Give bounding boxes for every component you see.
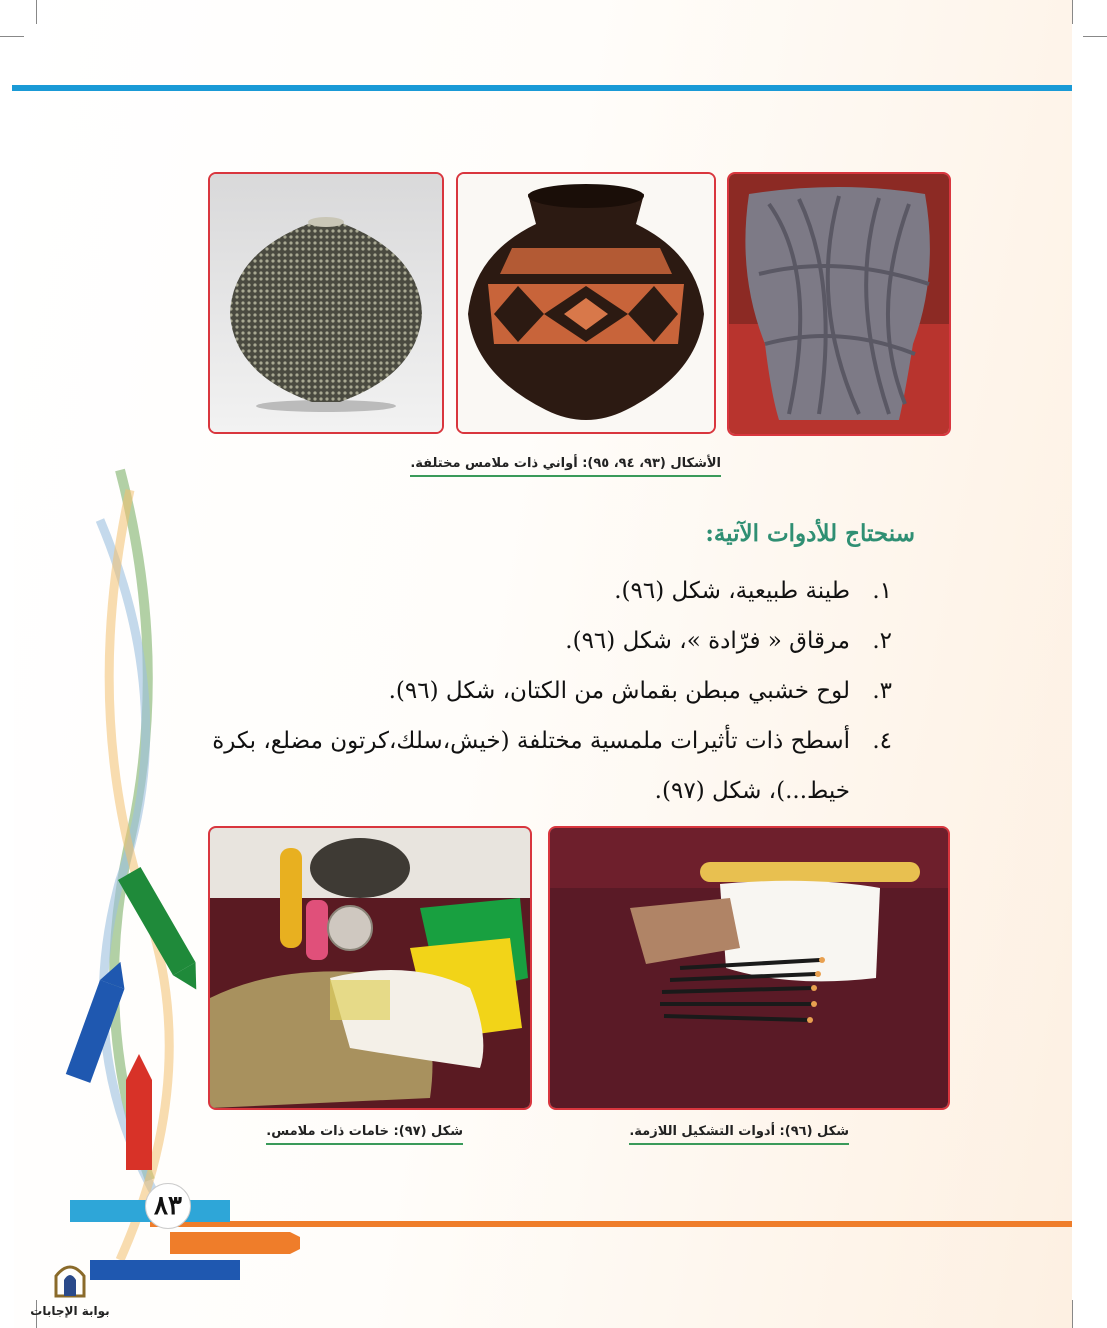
crop-mark bbox=[0, 36, 24, 37]
top-rule bbox=[12, 85, 1072, 91]
answers-portal-logo bbox=[30, 1258, 110, 1318]
crop-mark bbox=[1072, 1300, 1073, 1328]
list-text: لوح خشبي مبطن بقماش من الكتان، شكل (٩٦). bbox=[388, 678, 850, 704]
tools-heading: سنحتاج للأدوات الآتية: bbox=[705, 520, 915, 547]
pot-photo-diamond bbox=[456, 172, 716, 434]
list-number: ٤. bbox=[872, 728, 892, 754]
list-text: أسطح ذات تأثيرات ملمسية مختلفة (خيش،سلك،كرتون مضلع، بكرة خيط...)، شكل (٩٧). bbox=[212, 728, 850, 804]
list-number: ٢. bbox=[872, 628, 892, 654]
crayons-decoration bbox=[60, 460, 300, 1280]
page-number: ٨٣ bbox=[145, 1183, 191, 1229]
figure-97-caption: شكل (٩٧): خامات ذات ملامس. bbox=[266, 1124, 463, 1145]
list-text: طينة طبيعية، شكل (٩٦). bbox=[614, 578, 850, 604]
pot-image-1 bbox=[210, 174, 442, 432]
crop-mark bbox=[36, 0, 37, 24]
pot-image-3 bbox=[729, 174, 949, 434]
list-item bbox=[212, 666, 892, 716]
shaping-tools-photo bbox=[548, 826, 950, 1110]
pot-photo-carved bbox=[727, 172, 951, 436]
list-item bbox=[212, 566, 892, 616]
portal-label: بوابة الإجابات bbox=[30, 1304, 110, 1318]
figure-96-caption: شكل (٩٦): أدوات التشكيل اللازمة. bbox=[629, 1124, 849, 1145]
portal-icon bbox=[50, 1258, 90, 1298]
list-item bbox=[212, 616, 892, 666]
list-item bbox=[212, 716, 892, 816]
list-number: ١. bbox=[872, 578, 892, 604]
tools-list bbox=[212, 566, 892, 816]
pot-photo-textured bbox=[208, 172, 444, 434]
list-text: مرقاق « فرّادة »، شكل (٩٦). bbox=[565, 628, 850, 654]
list-number: ٣. bbox=[872, 678, 892, 704]
shaping-tools-image bbox=[550, 828, 948, 1108]
crop-mark bbox=[1072, 0, 1073, 24]
pot-image-2 bbox=[458, 174, 714, 432]
figures-93-95-caption: الأشكال (٩٣، ٩٤، ٩٥): أواني ذات ملامس مختلفة. bbox=[410, 456, 721, 477]
crop-mark bbox=[1083, 36, 1107, 37]
